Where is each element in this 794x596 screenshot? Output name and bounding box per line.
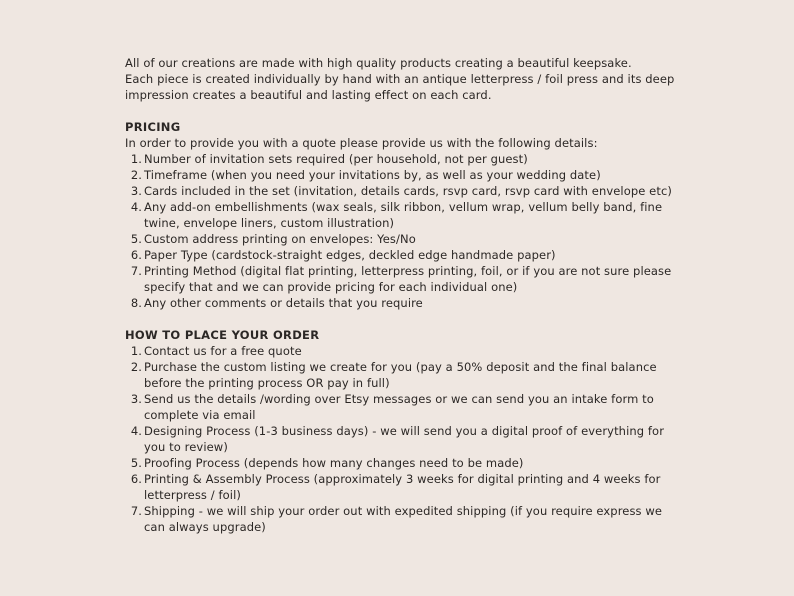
list-number: 5.	[130, 232, 142, 246]
list-number: 2.	[130, 168, 142, 182]
list-text: Designing Process (1-3 business days) - we will send you a digital proof of everything for you to review)	[144, 424, 665, 454]
list-number: 7.	[130, 264, 142, 278]
order-section	[125, 327, 675, 535]
list-number: 1.	[130, 344, 142, 358]
list-number: 2.	[130, 360, 142, 374]
list-text: Any add-on embellishments (wax seals, silk ribbon, vellum wrap, vellum belly band, fine twine, envelope liners, custom illustration)	[144, 200, 663, 230]
list-text: Shipping - we will ship your order out with expedited shipping (if you require express we can always upgrade)	[144, 504, 663, 534]
list-number: 3.	[130, 392, 142, 406]
list-number: 6.	[130, 472, 142, 486]
list-number: 4.	[130, 424, 142, 438]
intro-paragraph	[125, 55, 675, 103]
list-text: Timeframe (when you need your invitations by, as well as your wedding date)	[144, 168, 601, 182]
list-item	[125, 455, 675, 471]
list-text: Printing Method (digital flat printing, letterpress printing, foil, or if you are not sure please specify that and we can provide pricing for each individual one)	[144, 264, 672, 294]
list-number: 7.	[130, 504, 142, 518]
order-steps-list	[125, 343, 675, 535]
list-item	[125, 359, 675, 391]
list-text: Send us the details /wording over Etsy messages or we can send you an intake form to complete via email	[144, 392, 654, 422]
list-item	[125, 247, 675, 263]
list-number: 3.	[130, 184, 142, 198]
list-text: Any other comments or details that you require	[144, 296, 423, 310]
list-text: Custom address printing on envelopes: Yes/No	[144, 232, 416, 246]
list-item	[125, 295, 675, 311]
list-item	[125, 423, 675, 455]
list-item	[125, 471, 675, 503]
list-number: 5.	[130, 456, 142, 470]
list-text: Number of invitation sets required (per household, not per guest)	[144, 152, 528, 166]
list-text: Contact us for a free quote	[144, 344, 302, 358]
list-number: 1.	[130, 152, 142, 166]
list-number: 8.	[130, 296, 142, 310]
list-item	[125, 503, 675, 535]
pricing-section	[125, 119, 675, 311]
pricing-list	[125, 151, 675, 311]
pricing-lead: In order to provide you with a quote please provide us with the following details:	[125, 136, 598, 150]
list-item	[125, 151, 675, 167]
list-text: Cards included in the set (invitation, details cards, rsvp card, rsvp card with envelope etc)	[144, 184, 672, 198]
intro-line: Each piece is created individually by hand with an antique letterpress / foil press and its deep impression creates a beautiful and lasting effect on each card.	[125, 72, 675, 102]
list-text: Printing & Assembly Process (approximately 3 weeks for digital printing and 4 weeks for letterpress / foil)	[144, 472, 661, 502]
list-number: 4.	[130, 200, 142, 214]
intro-line: All of our creations are made with high quality products creating a beautiful keepsake.	[125, 56, 632, 70]
order-heading: HOW TO PLACE YOUR ORDER	[125, 328, 320, 342]
pricing-heading: PRICING	[125, 120, 181, 134]
list-text: Proofing Process (depends how many changes need to be made)	[144, 456, 524, 470]
list-text: Purchase the custom listing we create for you (pay a 50% deposit and the final balance before the printing process OR pay in full)	[144, 360, 657, 390]
list-number: 6.	[130, 248, 142, 262]
list-item	[125, 343, 675, 359]
list-item	[125, 199, 675, 231]
list-text: Paper Type (cardstock-straight edges, deckled edge handmade paper)	[144, 248, 556, 262]
list-item	[125, 391, 675, 423]
document-body	[125, 55, 675, 551]
list-item	[125, 231, 675, 247]
list-item	[125, 263, 675, 295]
list-item	[125, 167, 675, 183]
list-item	[125, 183, 675, 199]
